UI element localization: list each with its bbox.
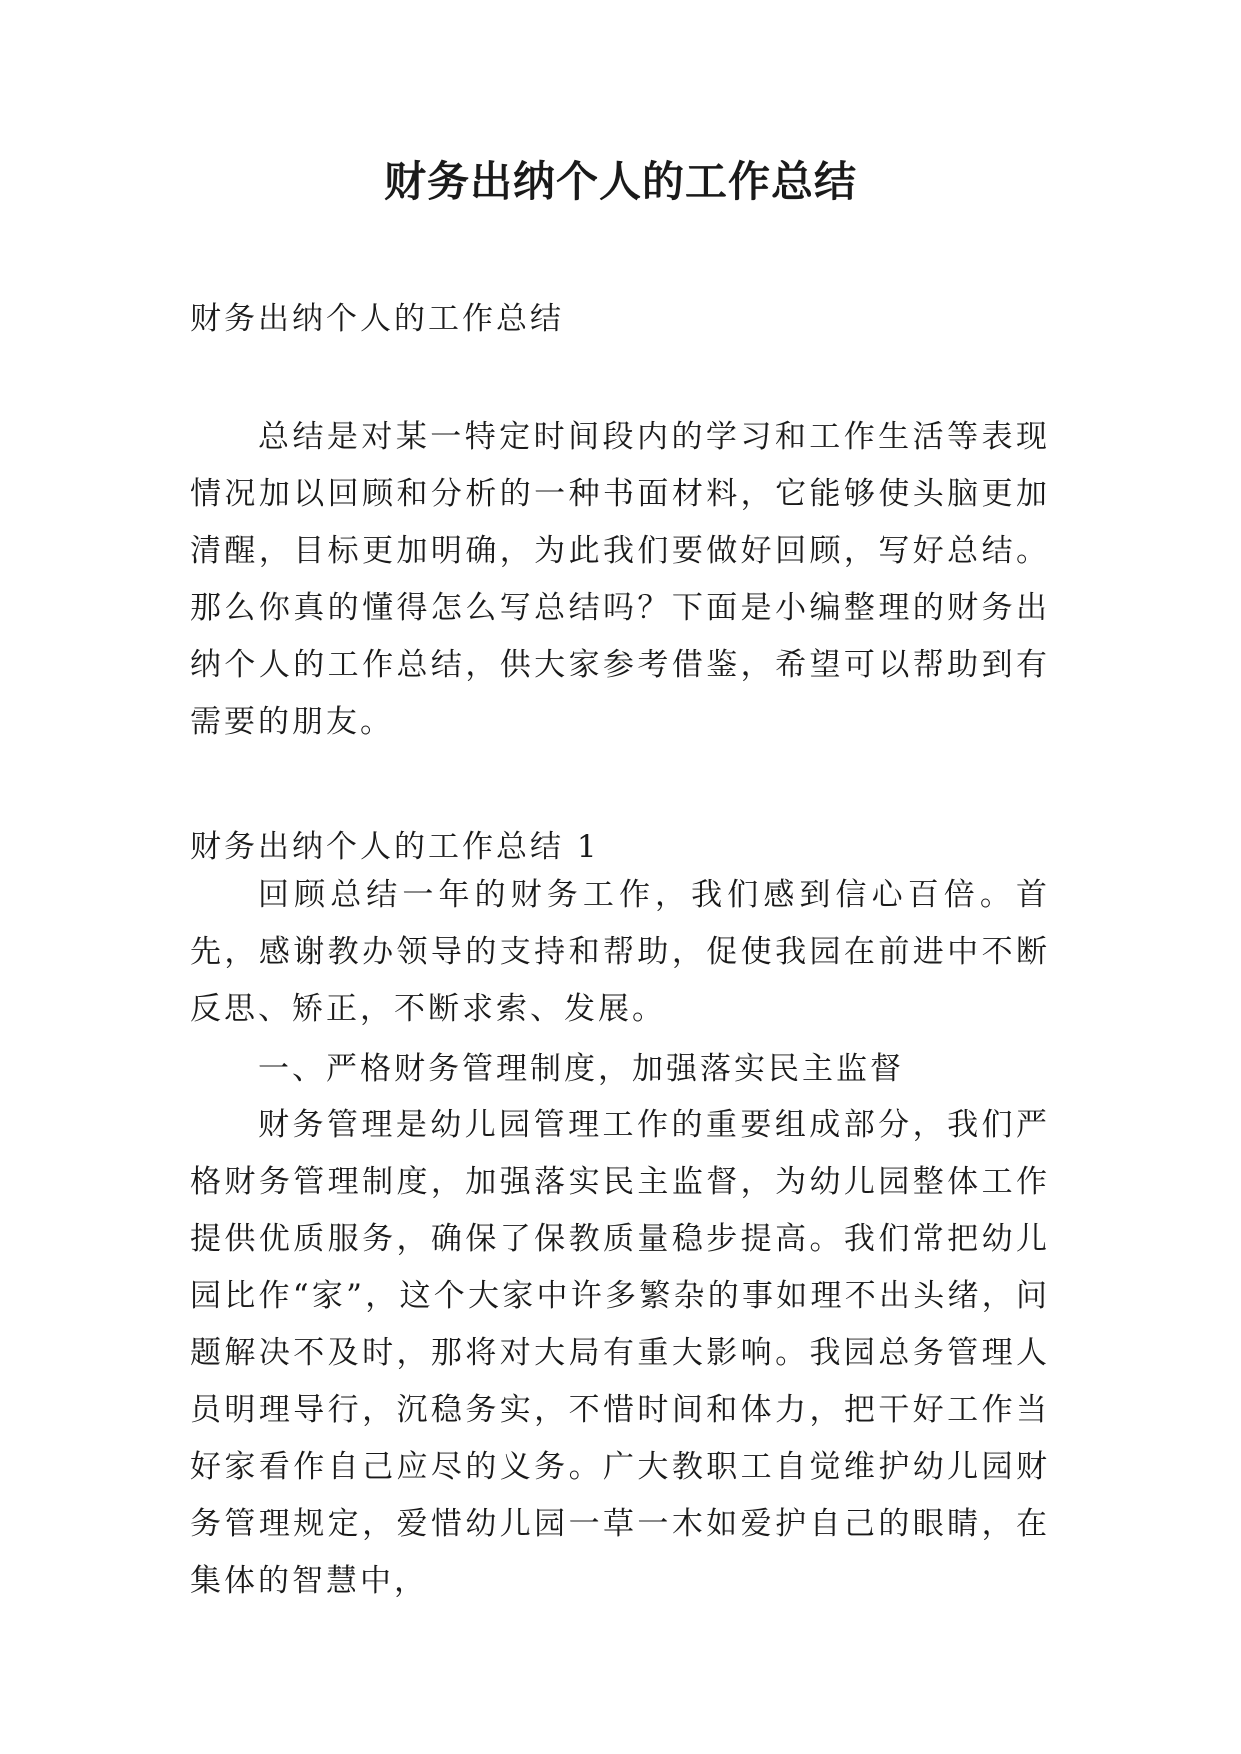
- section-title: 财务出纳个人的工作总结 1: [190, 829, 600, 865]
- section-heading-1: 一、严格财务管理制度，加强落实民主监督: [258, 1051, 904, 1087]
- page-title: 财务出纳个人的工作总结: [383, 157, 857, 206]
- document-subtitle: 财务出纳个人的工作总结: [190, 301, 564, 337]
- intro-paragraph: 总结是对某一特定时间段内的学习和工作生活等表现情况加以回顾和分析的一种书面材料，它能够使头脑更加清醒，目标更加明确，为此我们要做好回顾，写好总结。那么你真的懂得怎么写总结吗？下面是小编整理的财务出纳个人的工作总结，供大家参考借鉴，希望可以帮助到有需要的朋友。: [190, 419, 1050, 740]
- body-paragraph-2: 财务管理是幼儿园管理工作的重要组成部分，我们严格财务管理制度，加强落实民主监督，为幼儿园整体工作提供优质服务，确保了保教质量稳步提高。我们常把幼儿园比作“家”，这个大家中许多繁杂的事如理不出头绪，问题解决不及时，那将对大局有重大影响。我园总务管理人员明理导行，沉稳务实，不惜时间和体力，把干好工作当好家看作自己应尽的义务。广大教职工自觉维护幼儿园财务管理规定，爱惜幼儿园一草一木如爱护自己的眼睛，在集体的智慧中，: [190, 1107, 1050, 1599]
- body-paragraph-1: 回顾总结一年的财务工作，我们感到信心百倍。首先，感谢教办领导的支持和帮助，促使我园在前进中不断反思、矫正，不断求索、发展。: [190, 877, 1050, 1027]
